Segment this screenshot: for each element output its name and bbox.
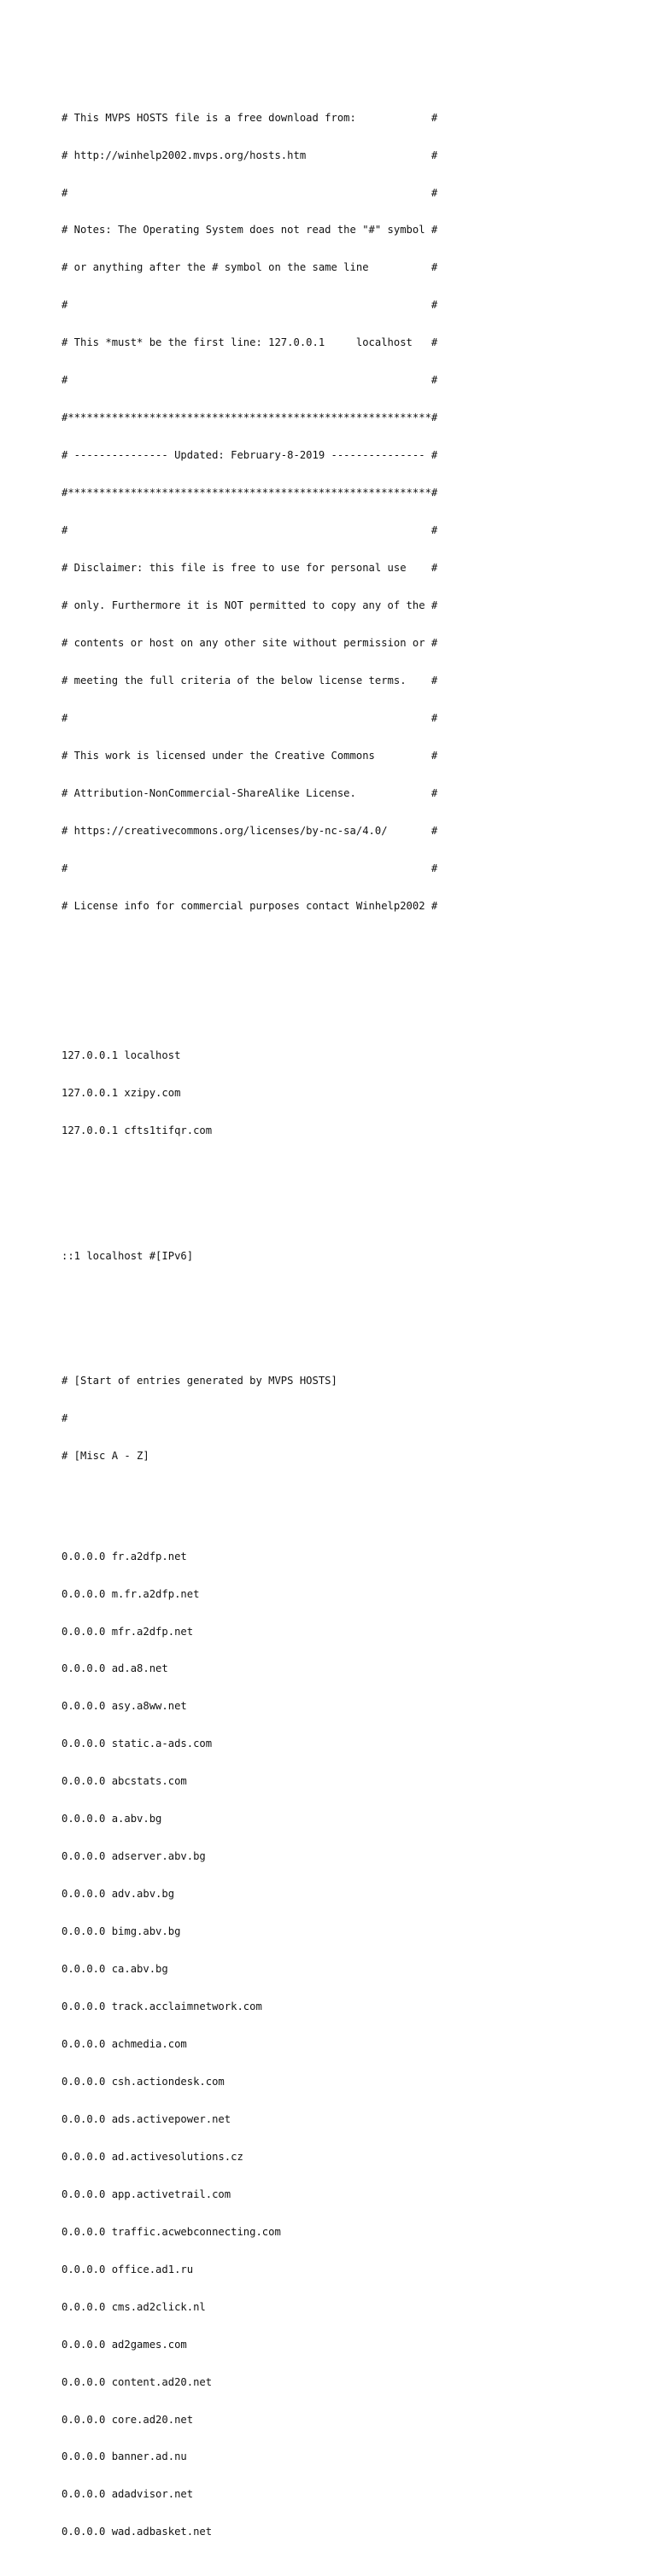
disclaimer-line: # meeting the full criteria of the below license terms. # — [62, 674, 438, 686]
host-entry: 0.0.0.0 static.a-ads.com — [62, 1738, 213, 1750]
license-line: # License info for commercial purposes contact Winhelp2002 # — [62, 899, 438, 912]
host-entry: 0.0.0.0 traffic.acwebconnecting.com — [62, 2225, 281, 2238]
header-line: # # — [62, 524, 438, 537]
host-entry: 0.0.0.0 fr.a2dfp.net — [62, 1550, 187, 1563]
host-entry: 0.0.0.0 ad.activesolutions.cz — [62, 2150, 243, 2163]
host-entry: 0.0.0.0 adv.abv.bg — [62, 1888, 175, 1901]
blank-line — [62, 1200, 625, 1212]
host-entry: 127.0.0.1 xzipy.com — [62, 1087, 181, 1100]
host-entry: 0.0.0.0 mfr.a2dfp.net — [62, 1625, 194, 1638]
header-line: # or anything after the # symbol on the same line # — [62, 261, 438, 274]
host-entry: 0.0.0.0 ad.a8.net — [62, 1662, 168, 1675]
host-entry: 0.0.0.0 content.ad20.net — [62, 2375, 213, 2388]
host-entry: 0.0.0.0 asy.a8ww.net — [62, 1700, 187, 1713]
host-entry: 0.0.0.0 bimg.abv.bg — [62, 1925, 181, 1938]
host-entry: 0.0.0.0 achmedia.com — [62, 2037, 187, 2050]
header-line: # # — [62, 374, 438, 387]
blank-line — [62, 975, 625, 988]
header-line: # # — [62, 711, 438, 724]
host-entry: 0.0.0.0 core.ad20.net — [62, 2413, 194, 2426]
header-line: # This *must* be the first line: 127.0.0.1 localhost # — [62, 336, 438, 349]
host-entry: 0.0.0.0 adadvisor.net — [62, 2488, 194, 2501]
host-entry: 0.0.0.0 ads.activepower.net — [62, 2112, 231, 2125]
hosts-file-document — [62, 61, 625, 2576]
host-entry: 0.0.0.0 ad2games.com — [62, 2338, 187, 2351]
section-comment: # [Misc A - Z] — [62, 1450, 149, 1463]
host-entry: 0.0.0.0 adserver.abv.bg — [62, 1850, 206, 1863]
host-entry: 0.0.0.0 csh.actiondesk.com — [62, 2075, 225, 2088]
host-entry: 0.0.0.0 ca.abv.bg — [62, 1963, 168, 1976]
section-comment: # — [62, 1412, 68, 1425]
host-entry: 0.0.0.0 office.ad1.ru — [62, 2263, 194, 2275]
local-entries — [62, 1025, 625, 1162]
header-line: # # — [62, 862, 438, 874]
header-line: # Notes: The Operating System does not read the "#" symbol # — [62, 224, 438, 237]
host-entry: 0.0.0.0 cms.ad2click.nl — [62, 2300, 206, 2313]
host-entry: 0.0.0.0 app.activetrail.com — [62, 2188, 231, 2200]
host-entry: 0.0.0.0 a.abv.bg — [62, 1813, 162, 1825]
blank-line — [62, 1300, 625, 1313]
header-line: # # — [62, 299, 438, 312]
license-line: # https://creativecommons.org/licenses/by-nc-sa/4.0/ # — [62, 824, 438, 837]
license-line: # Attribution-NonCommercial-ShareAlike License. # — [62, 786, 438, 799]
header-line: #**********************************************************# — [62, 412, 438, 424]
host-entry: 0.0.0.0 track.acclaimnetwork.com — [62, 2001, 262, 2013]
header-comment-block — [62, 86, 625, 937]
updated-date-line: # --------------- Updated: February-8-2019 --------------- # — [62, 449, 438, 462]
host-entry: 127.0.0.1 cfts1tifqr.com — [62, 1124, 213, 1137]
host-entry: 0.0.0.0 abcstats.com — [62, 1775, 187, 1788]
host-entry: 0.0.0.0 m.fr.a2dfp.net — [62, 1587, 200, 1600]
entries-header — [62, 1350, 625, 1487]
blocked-entries-list — [62, 1525, 625, 2563]
disclaimer-line: # contents or host on any other site without permission or # — [62, 636, 438, 649]
host-entry: 0.0.0.0 banner.ad.nu — [62, 2450, 187, 2463]
disclaimer-line: # Disclaimer: this file is free to use for personal use # — [62, 562, 438, 575]
license-line: # This work is licensed under the Creative Commons # — [62, 749, 438, 762]
header-line: #**********************************************************# — [62, 487, 438, 499]
section-comment: # [Start of entries generated by MVPS HOSTS] — [62, 1375, 337, 1387]
host-entry: 127.0.0.1 localhost — [62, 1049, 181, 1062]
host-entry: 0.0.0.0 wad.adbasket.net — [62, 2526, 213, 2538]
header-line: # This MVPS HOSTS file is a free download from: # — [62, 111, 438, 124]
header-line: # http://winhelp2002.mvps.org/hosts.htm # — [62, 149, 438, 161]
header-line: # # — [62, 186, 438, 199]
disclaimer-line: # only. Furthermore it is NOT permitted to copy any of the # — [62, 599, 438, 612]
ipv6-entry: ::1 localhost #[IPv6] — [62, 1249, 194, 1262]
